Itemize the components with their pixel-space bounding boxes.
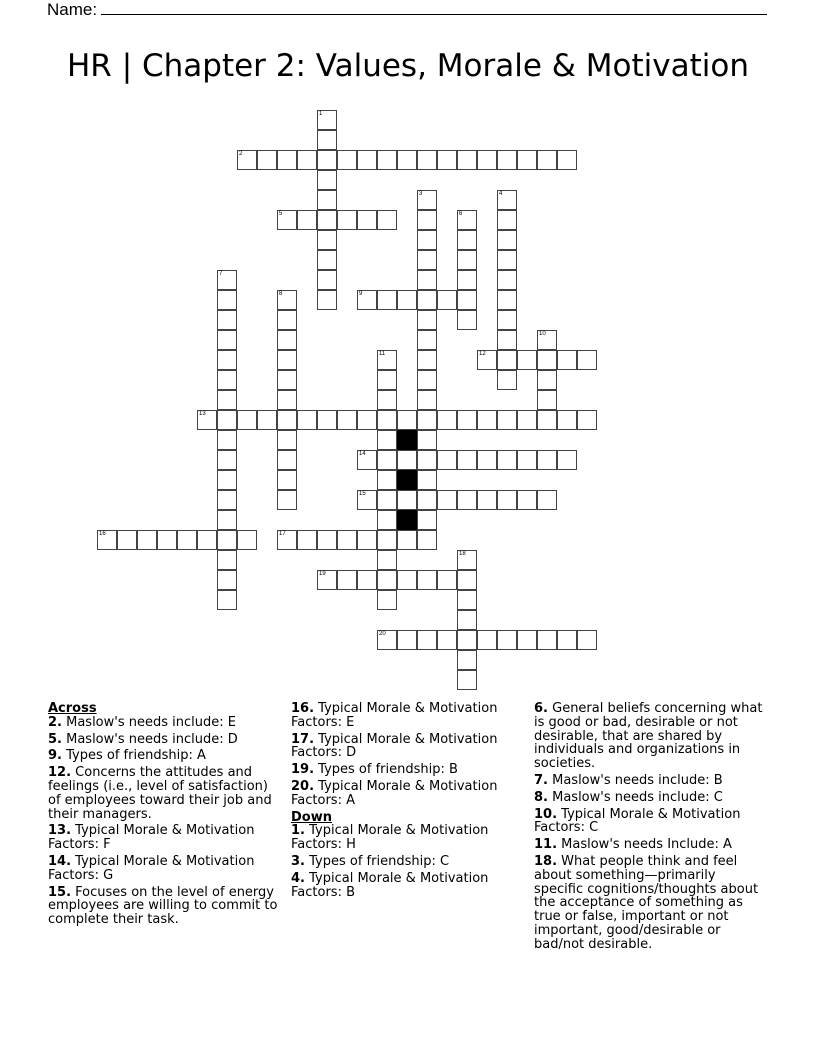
crossword-cell[interactable] bbox=[457, 310, 477, 330]
clue-number: 14. bbox=[48, 853, 72, 869]
crossword-cell[interactable] bbox=[537, 350, 557, 370]
crossword-cell[interactable] bbox=[417, 530, 437, 550]
crossword-cell[interactable] bbox=[517, 150, 537, 170]
crossword-cell[interactable] bbox=[417, 210, 437, 230]
crossword-cell[interactable] bbox=[457, 150, 477, 170]
crossword-cell[interactable] bbox=[357, 210, 377, 230]
crossword-cell[interactable] bbox=[357, 150, 377, 170]
crossword-cell[interactable] bbox=[277, 150, 297, 170]
clue-text: Focuses on the level of energy employees are willing to commit to complete their task. bbox=[48, 884, 278, 928]
crossword-cell[interactable] bbox=[317, 270, 337, 290]
crossword-cell[interactable] bbox=[457, 210, 477, 230]
crossword-cell[interactable] bbox=[277, 430, 297, 450]
crossword-cell[interactable] bbox=[417, 370, 437, 390]
black-cell bbox=[397, 510, 417, 530]
crossword-cell[interactable] bbox=[457, 610, 477, 630]
across-clue bbox=[291, 763, 525, 777]
crossword-cell[interactable] bbox=[197, 530, 217, 550]
crossword-cell[interactable] bbox=[577, 350, 597, 370]
clue-text: Maslow's needs include: B bbox=[547, 772, 723, 788]
crossword-cell[interactable] bbox=[317, 570, 337, 590]
crossword-cell[interactable] bbox=[457, 270, 477, 290]
crossword-cell[interactable] bbox=[277, 470, 297, 490]
crossword-cell[interactable] bbox=[217, 590, 237, 610]
crossword-cell[interactable] bbox=[497, 190, 517, 210]
clue-number: 17. bbox=[291, 731, 315, 747]
across-clue bbox=[48, 716, 282, 730]
crossword-cell[interactable] bbox=[417, 350, 437, 370]
crossword-cell[interactable] bbox=[377, 370, 397, 390]
crossword-cell[interactable] bbox=[417, 570, 437, 590]
clue-text: Maslow's needs include: D bbox=[61, 731, 238, 747]
crossword-cell[interactable] bbox=[417, 490, 437, 510]
crossword-cell[interactable] bbox=[217, 530, 237, 550]
cell-number: 10 bbox=[539, 331, 546, 337]
clue-number: 4. bbox=[291, 870, 305, 886]
crossword-cell[interactable] bbox=[217, 570, 237, 590]
crossword-cell[interactable] bbox=[537, 450, 557, 470]
clues-column-1 bbox=[48, 702, 282, 930]
crossword-cell[interactable] bbox=[117, 530, 137, 550]
crossword-cell[interactable] bbox=[497, 230, 517, 250]
clue-text: Types of friendship: B bbox=[314, 762, 458, 778]
across-clue bbox=[291, 780, 525, 808]
clue-number: 3. bbox=[291, 853, 305, 869]
crossword-cell[interactable] bbox=[517, 350, 537, 370]
down-clue bbox=[534, 791, 768, 805]
cell-number: 8 bbox=[279, 291, 283, 297]
down-clue bbox=[534, 774, 768, 788]
crossword-cell[interactable] bbox=[277, 450, 297, 470]
crossword-cell[interactable] bbox=[397, 630, 417, 650]
crossword-cell[interactable] bbox=[437, 570, 457, 590]
crossword-cell[interactable] bbox=[457, 670, 477, 690]
crossword-cell[interactable] bbox=[277, 370, 297, 390]
cell-number: 7 bbox=[219, 271, 223, 277]
down-clue bbox=[534, 702, 768, 771]
crossword-cell[interactable] bbox=[537, 490, 557, 510]
crossword-cell[interactable] bbox=[497, 210, 517, 230]
crossword-cell[interactable] bbox=[417, 250, 437, 270]
crossword-cell[interactable] bbox=[177, 530, 197, 550]
crossword-cell[interactable] bbox=[537, 390, 557, 410]
cell-number: 1 bbox=[319, 111, 323, 117]
crossword-cell[interactable] bbox=[497, 410, 517, 430]
clue-number: 11. bbox=[534, 837, 558, 853]
crossword-cell[interactable] bbox=[537, 150, 557, 170]
crossword-cell[interactable] bbox=[417, 310, 437, 330]
clue-number: 2. bbox=[48, 714, 62, 730]
crossword-cell[interactable] bbox=[457, 650, 477, 670]
crossword-cell[interactable] bbox=[417, 630, 437, 650]
crossword-cell[interactable] bbox=[497, 150, 517, 170]
crossword-cell[interactable] bbox=[277, 330, 297, 350]
crossword-cell[interactable] bbox=[557, 150, 577, 170]
crossword-cell[interactable] bbox=[457, 630, 477, 650]
clue-text: Typical Morale & Motivation Factors: C bbox=[534, 806, 741, 836]
crossword-cell[interactable] bbox=[397, 570, 417, 590]
crossword-cell[interactable] bbox=[457, 490, 477, 510]
cell-number: 13 bbox=[199, 411, 206, 417]
crossword-cell[interactable] bbox=[517, 490, 537, 510]
black-cell bbox=[397, 430, 417, 450]
crossword-cell[interactable] bbox=[317, 290, 337, 310]
clue-text: Typical Morale & Motivation Factors: E bbox=[291, 701, 498, 730]
crossword-cell[interactable] bbox=[217, 550, 237, 570]
down-clue bbox=[534, 855, 768, 952]
crossword-cell[interactable] bbox=[397, 410, 417, 430]
cell-number: 12 bbox=[479, 351, 486, 357]
crossword-cell[interactable] bbox=[377, 530, 397, 550]
crossword-cell[interactable] bbox=[577, 630, 597, 650]
cell-number: 6 bbox=[459, 211, 463, 217]
crossword-cell[interactable] bbox=[457, 550, 477, 570]
crossword-cell[interactable] bbox=[217, 410, 237, 430]
crossword-cell[interactable] bbox=[377, 590, 397, 610]
crossword-cell[interactable] bbox=[497, 630, 517, 650]
clue-number: 15. bbox=[48, 884, 72, 900]
clue-text: Typical Morale & Motivation Factors: B bbox=[291, 870, 489, 900]
crossword-cell[interactable] bbox=[417, 290, 437, 310]
crossword-cell[interactable] bbox=[497, 450, 517, 470]
across-clue bbox=[48, 749, 282, 763]
crossword-cell[interactable] bbox=[357, 410, 377, 430]
crossword-cell[interactable] bbox=[377, 570, 397, 590]
page-title: HR | Chapter 2: Values, Morale & Motivation bbox=[66, 48, 750, 84]
crossword-cell[interactable] bbox=[517, 450, 537, 470]
clue-text: Maslow's needs include: C bbox=[547, 789, 723, 805]
crossword-cell[interactable] bbox=[157, 530, 177, 550]
crossword-cell[interactable] bbox=[497, 250, 517, 270]
crossword-cell[interactable] bbox=[457, 290, 477, 310]
crossword-cell[interactable] bbox=[437, 450, 457, 470]
clue-text: Typical Morale & Motivation Factors: D bbox=[291, 731, 498, 761]
cell-number: 17 bbox=[279, 531, 286, 537]
crossword-cell[interactable] bbox=[377, 630, 397, 650]
cell-number: 9 bbox=[359, 291, 363, 297]
crossword-cell[interactable] bbox=[377, 510, 397, 530]
crossword-cell[interactable] bbox=[377, 470, 397, 490]
crossword-cell[interactable] bbox=[377, 350, 397, 370]
crossword-cell[interactable] bbox=[377, 550, 397, 570]
crossword-cell[interactable] bbox=[397, 450, 417, 470]
cell-number: 14 bbox=[359, 451, 366, 457]
clues-column-2 bbox=[291, 702, 525, 902]
crossword-cell[interactable] bbox=[557, 630, 577, 650]
crossword-cell[interactable] bbox=[517, 410, 537, 430]
crossword-cell[interactable] bbox=[577, 410, 597, 430]
crossword-cell[interactable] bbox=[277, 530, 297, 550]
crossword-cell[interactable] bbox=[277, 490, 297, 510]
crossword-cell[interactable] bbox=[317, 110, 337, 130]
crossword-cell[interactable] bbox=[457, 230, 477, 250]
across-clue bbox=[48, 855, 282, 883]
down-clue bbox=[534, 808, 768, 836]
crossword-cell[interactable] bbox=[417, 190, 437, 210]
crossword-cell[interactable] bbox=[217, 470, 237, 490]
crossword-cell[interactable] bbox=[217, 450, 237, 470]
crossword-cell[interactable] bbox=[397, 290, 417, 310]
clues-column-3 bbox=[534, 702, 768, 955]
crossword-cell[interactable] bbox=[437, 150, 457, 170]
crossword-cell[interactable] bbox=[337, 570, 357, 590]
clue-number: 1. bbox=[291, 823, 305, 839]
crossword-cell[interactable] bbox=[297, 530, 317, 550]
clue-text: Typical Morale & Motivation Factors: H bbox=[291, 823, 489, 853]
down-clue bbox=[534, 838, 768, 852]
crossword-cell[interactable] bbox=[217, 290, 237, 310]
clue-number: 12. bbox=[48, 765, 72, 781]
crossword-cell[interactable] bbox=[557, 450, 577, 470]
crossword-cell[interactable] bbox=[497, 270, 517, 290]
clue-number: 6. bbox=[534, 701, 548, 716]
crossword-cell[interactable] bbox=[497, 370, 517, 390]
cell-number: 4 bbox=[499, 191, 503, 197]
crossword-cell[interactable] bbox=[357, 490, 377, 510]
crossword-cell[interactable] bbox=[417, 230, 437, 250]
crossword-cell[interactable] bbox=[477, 490, 497, 510]
crossword-cell[interactable] bbox=[217, 430, 237, 450]
crossword-cell[interactable] bbox=[357, 570, 377, 590]
clue-text: What people think and feel about something—primarily specific cognitions/thoughts about the acceptance of something as true or false, important or not important, good/desirable or bad/not desirable. bbox=[534, 853, 759, 952]
crossword-cell[interactable] bbox=[237, 410, 257, 430]
across-clue bbox=[48, 886, 282, 927]
crossword-cell[interactable] bbox=[377, 290, 397, 310]
cell-number: 20 bbox=[379, 631, 386, 637]
crossword-cell[interactable] bbox=[217, 270, 237, 290]
crossword-cell[interactable] bbox=[437, 490, 457, 510]
crossword-cell[interactable] bbox=[497, 290, 517, 310]
crossword-cell[interactable] bbox=[457, 450, 477, 470]
clue-number: 10. bbox=[534, 806, 558, 822]
clue-number: 16. bbox=[291, 701, 315, 716]
cell-number: 3 bbox=[419, 191, 423, 197]
crossword-cell[interactable] bbox=[557, 410, 577, 430]
crossword-cell[interactable] bbox=[417, 330, 437, 350]
crossword-cell[interactable] bbox=[537, 630, 557, 650]
crossword-cell[interactable] bbox=[297, 410, 317, 430]
crossword-cell[interactable] bbox=[317, 410, 337, 430]
clue-number: 9. bbox=[48, 748, 62, 764]
crossword-cell[interactable] bbox=[417, 410, 437, 430]
crossword-cell[interactable] bbox=[457, 570, 477, 590]
crossword-cell[interactable] bbox=[417, 150, 437, 170]
crossword-cell[interactable] bbox=[237, 150, 257, 170]
crossword-cell[interactable] bbox=[417, 430, 437, 450]
clue-number: 8. bbox=[534, 789, 548, 805]
cell-number: 16 bbox=[99, 531, 106, 537]
clue-text: Typical Morale & Motivation Factors: A bbox=[291, 778, 498, 808]
crossword-cell[interactable] bbox=[377, 210, 397, 230]
crossword-cell[interactable] bbox=[277, 310, 297, 330]
down-clue bbox=[291, 824, 525, 852]
clue-text: Types of friendship: C bbox=[304, 853, 450, 869]
crossword-cell[interactable] bbox=[217, 350, 237, 370]
crossword-cell[interactable] bbox=[257, 410, 277, 430]
down-clue bbox=[291, 872, 525, 900]
clue-text: Typical Morale & Motivation Factors: G bbox=[48, 853, 255, 883]
crossword-cell[interactable] bbox=[237, 530, 257, 550]
crossword-cell[interactable] bbox=[377, 430, 397, 450]
crossword-cell[interactable] bbox=[537, 330, 557, 350]
clue-text: Typical Morale & Motivation Factors: F bbox=[48, 823, 255, 853]
crossword-cell[interactable] bbox=[437, 290, 457, 310]
crossword-cell[interactable] bbox=[357, 290, 377, 310]
crossword-cell[interactable] bbox=[477, 350, 497, 370]
crossword-cell[interactable] bbox=[397, 530, 417, 550]
across-clue bbox=[48, 766, 282, 821]
crossword-cell[interactable] bbox=[317, 530, 337, 550]
across-clue bbox=[48, 824, 282, 852]
crossword-cell[interactable] bbox=[417, 390, 437, 410]
crossword-cell[interactable] bbox=[357, 450, 377, 470]
clue-number: 13. bbox=[48, 823, 72, 839]
crossword-cell[interactable] bbox=[197, 410, 217, 430]
crossword-cell[interactable] bbox=[417, 470, 437, 490]
crossword-cell[interactable] bbox=[477, 410, 497, 430]
cell-number: 11 bbox=[379, 351, 386, 357]
crossword-cell[interactable] bbox=[457, 590, 477, 610]
crossword-cell[interactable] bbox=[557, 350, 577, 370]
crossword-cell[interactable] bbox=[217, 310, 237, 330]
crossword-cell[interactable] bbox=[377, 150, 397, 170]
crossword-cell[interactable] bbox=[457, 410, 477, 430]
black-cell bbox=[397, 470, 417, 490]
down-clue bbox=[291, 855, 525, 869]
crossword-cell[interactable] bbox=[277, 390, 297, 410]
down-heading: Down bbox=[291, 809, 332, 825]
across-clue bbox=[291, 702, 525, 730]
clue-number: 7. bbox=[534, 772, 548, 788]
across-clue bbox=[48, 733, 282, 747]
crossword-cell[interactable] bbox=[477, 630, 497, 650]
crossword-cell[interactable] bbox=[317, 210, 337, 230]
crossword-cell[interactable] bbox=[397, 490, 417, 510]
crossword-cell[interactable] bbox=[217, 490, 237, 510]
crossword-cell[interactable] bbox=[317, 170, 337, 190]
crossword-cell[interactable] bbox=[417, 450, 437, 470]
crossword-cell[interactable] bbox=[217, 510, 237, 530]
cell-number: 15 bbox=[359, 491, 366, 497]
crossword-cell[interactable] bbox=[337, 530, 357, 550]
crossword-cell[interactable] bbox=[277, 290, 297, 310]
crossword-cell[interactable] bbox=[497, 330, 517, 350]
across-heading: Across bbox=[48, 701, 97, 716]
clue-number: 20. bbox=[291, 778, 315, 794]
crossword-cell[interactable] bbox=[537, 410, 557, 430]
crossword-cell[interactable] bbox=[497, 310, 517, 330]
clue-text: General beliefs concerning what is good or bad, desirable or not desirable, that are shared by individuals and organizations in societies. bbox=[534, 701, 763, 772]
crossword-cell[interactable] bbox=[317, 190, 337, 210]
crossword-cell[interactable] bbox=[357, 530, 377, 550]
crossword-cell[interactable] bbox=[517, 630, 537, 650]
cell-number: 19 bbox=[319, 571, 326, 577]
crossword-cell[interactable] bbox=[277, 210, 297, 230]
crossword-cell[interactable] bbox=[497, 490, 517, 510]
crossword-cell[interactable] bbox=[417, 270, 437, 290]
crossword-cell[interactable] bbox=[497, 350, 517, 370]
crossword-cell[interactable] bbox=[297, 150, 317, 170]
crossword-cell[interactable] bbox=[317, 230, 337, 250]
clue-number: 18. bbox=[534, 853, 558, 869]
crossword-cell[interactable] bbox=[377, 390, 397, 410]
crossword-cell[interactable] bbox=[257, 150, 277, 170]
crossword-cell[interactable] bbox=[317, 130, 337, 150]
crossword-cell[interactable] bbox=[377, 450, 397, 470]
crossword-cell[interactable] bbox=[397, 150, 417, 170]
crossword-cell[interactable] bbox=[217, 330, 237, 350]
crossword-cell[interactable] bbox=[437, 410, 457, 430]
crossword-cell[interactable] bbox=[277, 410, 297, 430]
crossword-cell[interactable] bbox=[297, 210, 317, 230]
clue-text: Concerns the attitudes and feelings (i.e., level of satisfaction) of employees toward their job and their managers. bbox=[48, 765, 272, 822]
clue-text: Types of friendship: A bbox=[61, 748, 206, 764]
crossword-cell[interactable] bbox=[277, 350, 297, 370]
cell-number: 18 bbox=[459, 551, 466, 557]
crossword-cell[interactable] bbox=[477, 150, 497, 170]
cell-number: 2 bbox=[239, 151, 243, 157]
across-clue bbox=[291, 733, 525, 761]
crossword-cell[interactable] bbox=[217, 370, 237, 390]
crossword-cell[interactable] bbox=[417, 510, 437, 530]
cell-number: 5 bbox=[279, 211, 283, 217]
crossword-cell[interactable] bbox=[217, 390, 237, 410]
crossword-cell[interactable] bbox=[377, 490, 397, 510]
crossword-cell[interactable] bbox=[337, 150, 357, 170]
clue-number: 19. bbox=[291, 762, 315, 778]
crossword-cell[interactable] bbox=[317, 150, 337, 170]
name-label: Name: bbox=[47, 0, 98, 19]
clue-number: 5. bbox=[48, 731, 62, 747]
crossword-cell[interactable] bbox=[437, 630, 457, 650]
crossword-cell[interactable] bbox=[337, 210, 357, 230]
crossword-cell[interactable] bbox=[137, 530, 157, 550]
crossword-cell[interactable] bbox=[457, 250, 477, 270]
clue-text: Maslow's needs Include: A bbox=[557, 837, 732, 853]
crossword-cell[interactable] bbox=[317, 250, 337, 270]
crossword-cell[interactable] bbox=[377, 410, 397, 430]
crossword-cell[interactable] bbox=[477, 450, 497, 470]
crossword-cell[interactable] bbox=[537, 370, 557, 390]
crossword-cell[interactable] bbox=[337, 410, 357, 430]
crossword-cell[interactable] bbox=[97, 530, 117, 550]
clue-text: Maslow's needs include: E bbox=[61, 714, 236, 730]
